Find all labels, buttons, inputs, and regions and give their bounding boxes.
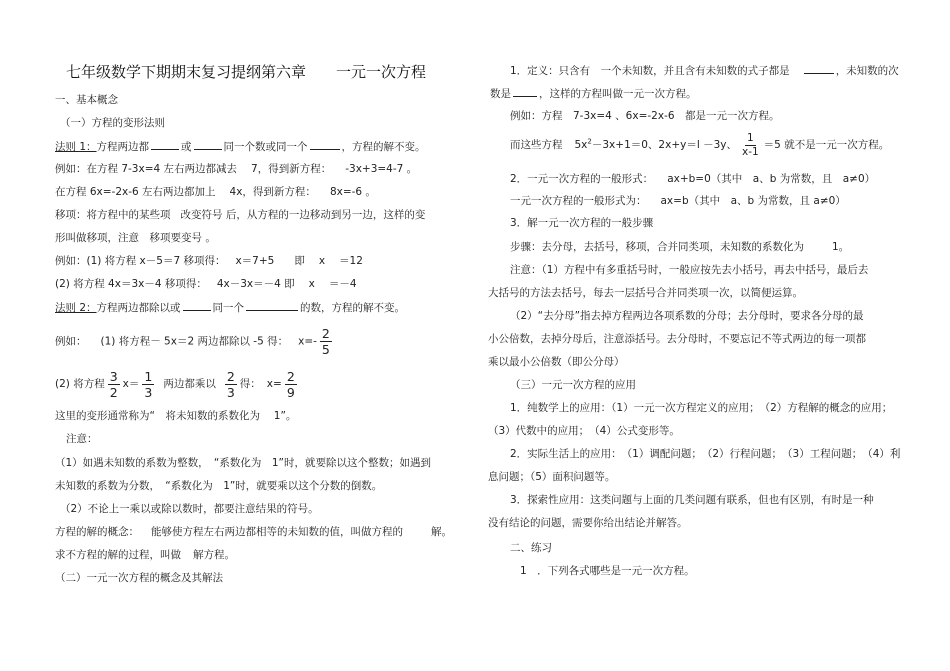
example-equation: 8x=-6 。	[329, 186, 376, 198]
example-equation: x＝7+5	[235, 255, 275, 267]
fill-blank	[310, 139, 340, 150]
coefficient-note: 这里的变形通常称为“ 将未知数的系数化为 1”。	[55, 410, 297, 422]
steps-text: 步骤：去分母，去括号，移项，合并同类项，未知数的系数化为	[510, 241, 804, 253]
application-1-line-1: 1．纯数学上的应用：（1）一元一次方程定义的应用； （2）方程解的概念的应用；	[510, 402, 893, 414]
subsection-heading-applications: （三）一元一次方程的应用	[510, 379, 636, 391]
example-equation: 4x－3x＝－4 即	[216, 278, 295, 290]
fraction-denominator: 3	[226, 384, 235, 400]
fill-blank	[151, 139, 179, 150]
subsection-heading-transform-rules: （一）方程的变形法则	[60, 117, 165, 129]
example-variable: x	[318, 255, 326, 267]
fraction-denominator: 2	[109, 384, 118, 400]
rule-1-text-b: 或	[181, 141, 192, 153]
section-heading-basic-concepts: 一、基本概念	[55, 94, 118, 106]
definition-text: 改变符号 后，从方程的一边移动到另一边，这样的变	[180, 209, 426, 221]
example-equation: x=-	[298, 335, 317, 348]
solution-concept	[55, 525, 452, 539]
concept-text: 解。	[431, 526, 452, 538]
example-text: 得：	[239, 378, 261, 390]
fraction	[142, 369, 154, 400]
note-1-line-2: 未知数的系数为分数， “系数化为 1”时，就要乘以这个分数的倒数。	[55, 480, 383, 492]
example-text: 例如：(1) 将方程 x－5＝7 移项得：	[55, 255, 226, 267]
steps-text: 1。	[832, 241, 850, 253]
rule-1-text-c: 同一个数或同一个	[223, 141, 308, 153]
general-form-1	[510, 172, 875, 186]
application-1-line-2: （3）代数中的应用； （4）公式变形等。	[488, 425, 680, 437]
practice-question-1: 1 ．下列各式哪些是一元一次方程。	[520, 565, 695, 577]
example-text: (1) 将方程－ 5x＝2 两边都除以 -5 得：	[100, 335, 289, 348]
example-variable: x	[308, 278, 315, 290]
example-text: (2) 将方程 4x＝3x－4 移项得：	[55, 278, 207, 290]
transposition-definition-line-2: 形叫做移项，注意 移项要变号 。	[55, 232, 216, 244]
solving-concept	[55, 548, 235, 562]
example-text: 例如：在方程 7-3x=4 左右两边都减去	[55, 163, 238, 175]
fraction	[225, 369, 237, 400]
example-equation: －3x+1＝0、2x+y＝l －3y、	[591, 139, 737, 151]
solving-note-1-line-1: 注意：（1）方程中有多重括号时，一般应按先去小括号，再去中括号，最后去	[510, 264, 869, 276]
note-1-line-1: （1）如遇未知数的系数为整数， “系数化为 1”时，就要除以这个整数；如遇到	[55, 457, 431, 469]
application-3-line-1: 3．探索性应用：这类问题与上面的几类问题有联系，但也有区别，有时是一种	[510, 494, 874, 506]
fraction	[740, 132, 761, 159]
solving-note-2-line-3: 乘以最小公倍数（即公分母）	[488, 356, 625, 368]
concept-text: 方程的解的概念：	[55, 526, 139, 538]
definition-text: ，未知数的次	[835, 65, 899, 77]
application-2-line-1: 2．实际生活上的应用： （1）调配问题； （2）行程问题； （3）工程问题； （4）利	[510, 448, 901, 460]
example-text: 在方程 6x=-2x-6 左右两边都加上	[55, 186, 216, 198]
fraction-numerator: 2	[321, 326, 330, 341]
subsection-heading-linear-equation: （二）一元一次方程的概念及其解法	[55, 572, 223, 584]
general-form-expression: ax+b=0（其中 a、b 为常数，且 a≠0）	[667, 173, 876, 185]
note-2: （2）不论上一乘以或除以数时，都要注意结果的符号。	[60, 503, 319, 515]
fraction-denominator: 3	[144, 384, 153, 400]
example-text: 7，得到新方程：	[251, 163, 332, 175]
fraction-numerator: 2	[226, 368, 235, 384]
solving-note-2-line-1: （2）“去分母”指去掉方程两边各项系数的分母；去分母时，要求各分母的最	[510, 310, 864, 322]
example-equation: -3x+3=4-7 。	[345, 163, 418, 175]
rule-1-line	[55, 139, 426, 154]
example-text: (2) 将方程	[55, 378, 105, 390]
fill-blank	[194, 139, 222, 150]
fraction-numerator: 3	[109, 368, 118, 384]
solving-steps	[510, 240, 849, 254]
rule-1-text-d: ，方程的解不变。	[341, 141, 426, 153]
example-equation: 5x	[574, 139, 588, 151]
definition-line-1	[510, 63, 899, 78]
note-heading: 注意：	[66, 433, 98, 445]
exponent: 2	[587, 137, 592, 146]
rule-2-text-c: 的数，方程的解不变。	[300, 302, 406, 314]
fraction	[108, 369, 120, 400]
solving-steps-heading: 3．解一元一次方程的一般步骤	[510, 217, 654, 229]
fraction-denominator: 9	[286, 384, 295, 400]
definition-line-2	[490, 86, 697, 101]
fraction-numerator: 1	[746, 131, 754, 144]
definition-text: ，这样的方程叫做一元一次方程。	[539, 88, 697, 100]
fraction-numerator: 1	[144, 368, 153, 384]
example-text: 两边都乘以	[163, 378, 216, 390]
transposition-example-1	[55, 254, 363, 268]
definition-example: 例如：方程 7-3x=4 、6x=-2x-6 都是一元一次方程。	[510, 110, 780, 122]
fill-blank	[246, 300, 298, 311]
example-text: 即	[294, 255, 305, 267]
rule-2-label: 法则 2：	[55, 302, 97, 314]
fill-blank	[183, 300, 211, 311]
solving-note-2-line-2: 小公倍数，去掉分母后，注意添括号。去分母时，不要忘记不等式两边的每一项都	[488, 333, 866, 345]
example-add-line	[55, 185, 376, 199]
definition-text: 数是	[490, 88, 511, 100]
example-equation: x＝	[122, 378, 140, 390]
example-text: ＝5 就不是一元一次方程。	[763, 139, 890, 151]
example-result: ＝－4	[328, 278, 357, 290]
page-title: 七年级数学下期期末复习提纲第六章 一元一次方程	[66, 63, 427, 81]
fill-blank	[804, 63, 834, 74]
rule-2-text-a: 方程两边都除以或	[96, 302, 181, 314]
non-linear-examples	[510, 130, 889, 160]
division-example-1	[55, 326, 335, 357]
fraction-denominator: x-1	[741, 145, 759, 158]
transposition-example-2	[55, 277, 357, 291]
example-subtract-line	[55, 162, 417, 176]
division-example-2	[55, 368, 300, 400]
concept-text: 求不方程的解的过程，叫做	[55, 549, 181, 561]
transposition-definition-line-1	[55, 208, 425, 222]
rule-1-label: 法则 1：	[55, 141, 97, 153]
application-2-line-2: 息问题；（5）面积问题等。	[488, 471, 616, 483]
concept-text: 能够使方程左右两边都相等的未知数的值，叫做方程的	[151, 526, 403, 538]
fraction	[285, 369, 297, 400]
example-text: 而这些方程	[510, 139, 563, 151]
fill-blank	[513, 86, 537, 97]
fraction-denominator: 5	[321, 342, 330, 357]
definition-text: 移项：将方程中的某些项	[55, 209, 171, 221]
rule-1-text-a: 方程两边都	[96, 141, 150, 153]
example-text: 例如：	[55, 335, 87, 348]
fraction-numerator: 2	[286, 368, 295, 384]
general-form-label: 一元一次方程的一般形式为：	[510, 195, 647, 207]
general-form-2	[510, 194, 846, 208]
application-3-line-2: 没有结论的问题，需要你给出结论并解答。	[488, 517, 688, 529]
definition-text: 1．定义：只含有 一个未知数，并且含有未知数的式子都是	[510, 65, 790, 77]
fraction	[320, 326, 332, 357]
rule-2-text-b: 同一个	[212, 302, 245, 314]
concept-text: 解方程。	[193, 549, 235, 561]
rule-2-line	[55, 300, 405, 315]
general-form-expression: ax=b（其中 a、b 为常数，且 a≠0）	[660, 195, 846, 207]
example-equation: x=	[266, 378, 282, 390]
example-text: 4x，得到新方程：	[229, 186, 316, 198]
solving-note-1-line-2: 大括号的方法去括号，每去一层括号合并同类项一次，以简便运算。	[488, 287, 803, 299]
general-form-label: 2．一元一次方程的一般形式：	[510, 173, 654, 185]
section-heading-practice: 二、练习	[510, 542, 552, 554]
example-result: ＝12	[339, 255, 363, 267]
